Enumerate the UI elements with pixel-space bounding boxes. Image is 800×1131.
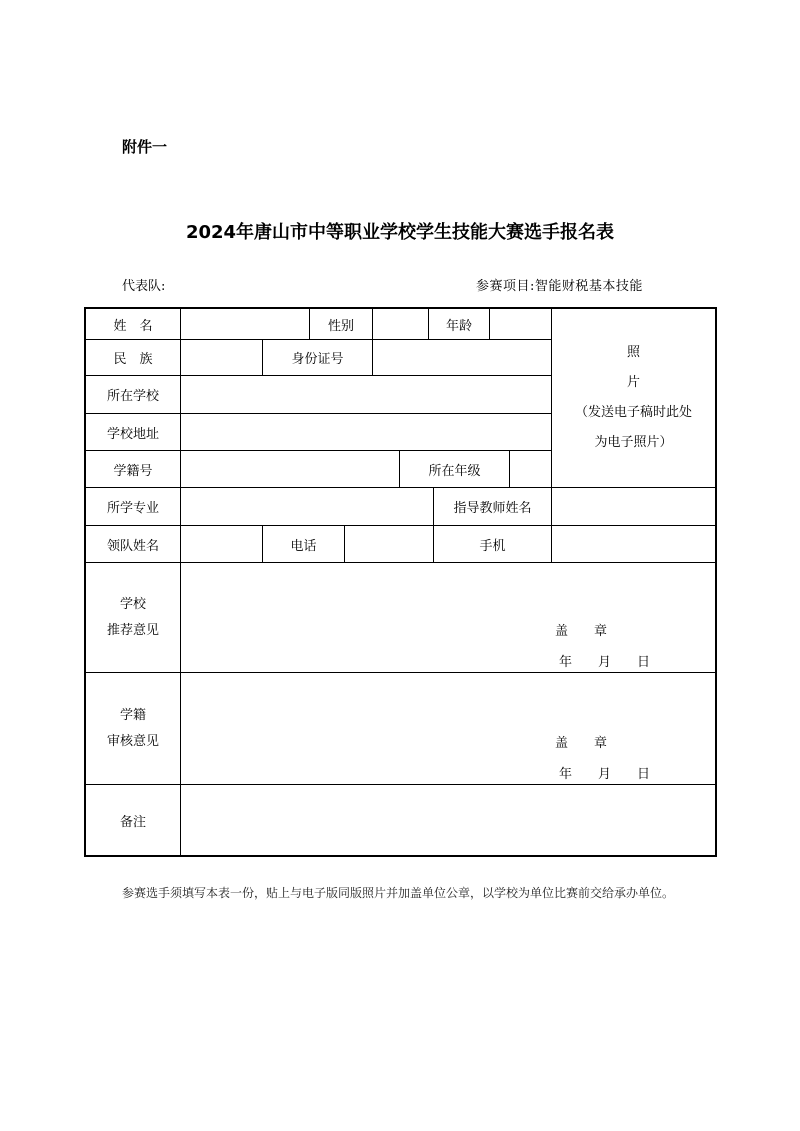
review-seal: 盖 章 (555, 736, 608, 751)
ethnicity-field[interactable] (181, 340, 262, 375)
leader-label: 领队姓名 (106, 538, 159, 554)
event-label: 参赛项目:智能财税基本技能 (476, 279, 643, 294)
leader-field[interactable] (181, 526, 262, 562)
student-id-field[interactable] (181, 451, 399, 487)
recommend-label (86, 563, 180, 672)
grade-field[interactable] (510, 451, 551, 487)
school-field[interactable] (181, 376, 551, 413)
school-address-label: 学校地址 (106, 426, 159, 442)
school-label: 所在学校 (106, 389, 159, 404)
age-label: 年龄 (445, 318, 472, 334)
mobile-label: 手机 (479, 538, 506, 554)
photo-label-line1: 照 (626, 345, 640, 360)
form-title: 2024年唐山市中等职业学校学生技能大赛选手报名表 (185, 222, 615, 243)
recommend-label-line1: 学校 (119, 596, 146, 612)
photo-area[interactable] (552, 309, 715, 487)
review-label-line2: 审核意见 (106, 733, 159, 749)
name-label: 姓 名 (113, 318, 153, 334)
team-label: 代表队: (122, 279, 166, 294)
teacher-label: 指导教师姓名 (453, 501, 532, 516)
table-border-right (715, 307, 717, 857)
attachment-label: 附件一 (122, 138, 168, 156)
major-field[interactable] (181, 488, 433, 525)
phone-field[interactable] (345, 526, 433, 562)
photo-label-line2: 片 (626, 375, 640, 390)
recommend-seal: 盖 章 (555, 624, 608, 639)
grade-label: 所在年级 (428, 463, 481, 479)
gender-field[interactable] (373, 309, 428, 339)
age-field[interactable] (490, 309, 551, 339)
photo-label-line3: （发送电子稿时此处 (574, 405, 692, 420)
teacher-field[interactable] (552, 488, 715, 525)
review-label (86, 673, 180, 784)
id-number-field[interactable] (373, 340, 551, 375)
phone-label: 电话 (290, 538, 317, 554)
recommend-label-line2: 推荐意见 (106, 622, 159, 638)
ethnicity-label: 民 族 (113, 352, 153, 367)
gender-label: 性别 (327, 318, 354, 334)
major-label: 所学专业 (106, 501, 159, 516)
mobile-field[interactable] (552, 526, 715, 562)
footnote: 参赛选手须填写本表一份，贴上与电子版同版照片并加盖单位公章，以学校为单位比赛前交给承办单位。 (122, 886, 675, 900)
id-number-label: 身份证号 (291, 352, 344, 367)
review-date: 年 月 日 (559, 767, 651, 782)
recommend-date: 年 月 日 (559, 655, 651, 670)
name-field[interactable] (181, 309, 309, 339)
remarks-label: 备注 (119, 814, 146, 830)
school-address-field[interactable] (181, 414, 551, 450)
review-label-line1: 学籍 (119, 707, 146, 723)
remarks-field[interactable] (181, 785, 715, 855)
table-border-bottom (84, 855, 717, 857)
photo-label-line4: 为电子照片） (594, 435, 673, 450)
student-id-label: 学籍号 (113, 463, 153, 479)
